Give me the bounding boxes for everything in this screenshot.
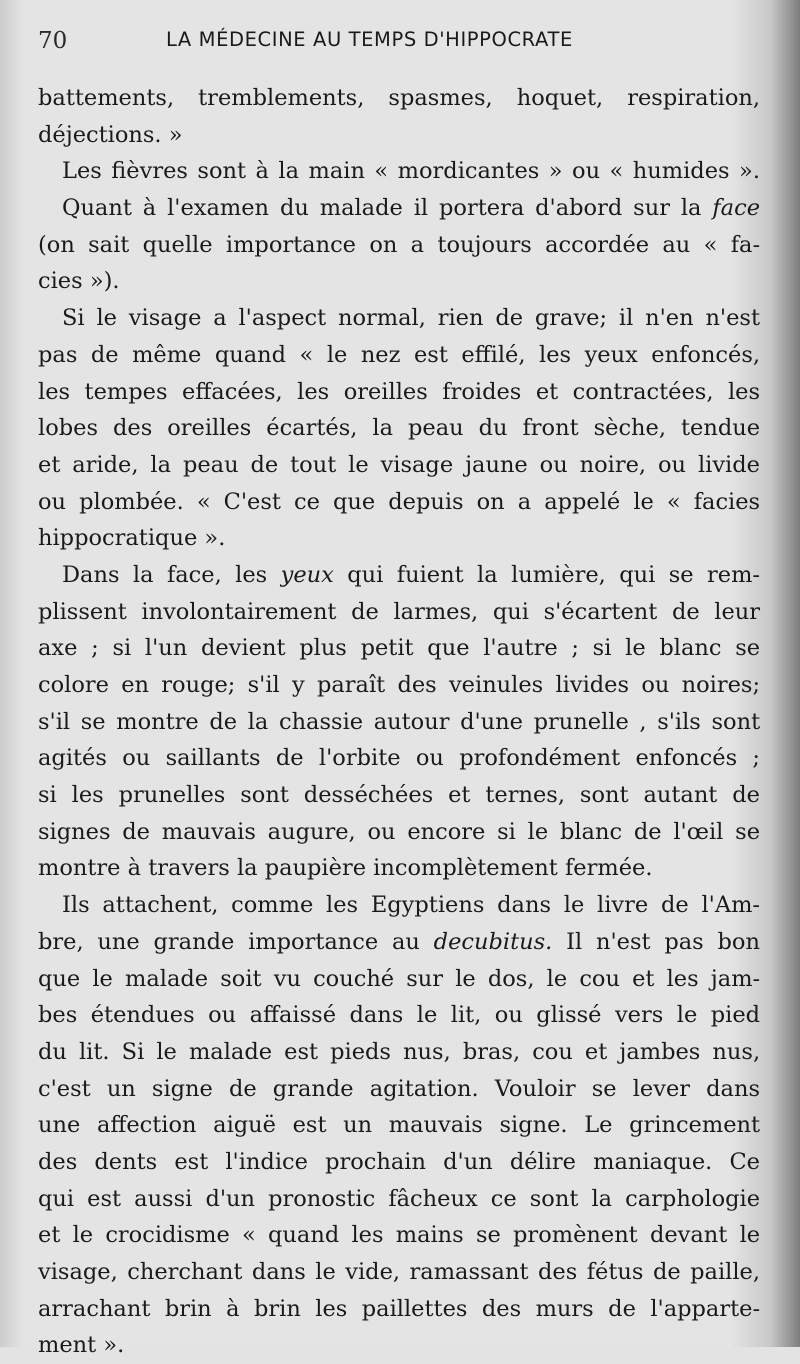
- text-line: bes étendues ou affaissé dans le lit, ou glissé vers le pied: [38, 1002, 761, 1029]
- body-text: [38, 80, 760, 1364]
- text-line: Si le visage a l'aspect normal, rien de grave; il n'en n'est: [62, 305, 761, 332]
- text-line: s'il se montre de la chassie autour d'une prunelle , s'ils sont: [38, 708, 761, 735]
- text-line: Dans la face, les yeux qui fuient la lumière, qui se rem-: [62, 561, 761, 588]
- text-line: c'est un signe de grande agitation. Vouloir se lever dans: [38, 1075, 760, 1102]
- text-line: montre à travers la paupière incomplètement fermée.: [38, 855, 653, 882]
- text-line: Ils attachent, comme les Egyptiens dans le livre de l'Am-: [62, 892, 761, 919]
- text-line: visage, cherchant dans le vide, ramassant des fétus de paille,: [38, 1259, 761, 1285]
- text-line: plissent involontairement de larmes, qui s'écartent de leur: [38, 598, 761, 625]
- page-header: [38, 22, 758, 62]
- text-line: du lit. Si le malade est pieds nus, bras, cou et jambes nus,: [38, 1038, 761, 1065]
- text-line: agités ou saillants de l'orbite ou profondément enfoncés ;: [38, 745, 761, 772]
- text-line: colore en rouge; s'il y paraît des veinules livides ou noires;: [38, 672, 761, 698]
- text-line: ment ».: [38, 1332, 125, 1359]
- page-number: 70: [38, 28, 68, 54]
- running-title: LA MÉDECINE AU TEMPS D'HIPPOCRATE: [166, 28, 573, 51]
- text-line: axe ; si l'un devient plus petit que l'autre ; si le blanc se: [38, 635, 761, 662]
- text-line: ou plombée. « C'est ce que depuis on a appelé le « facies: [38, 488, 761, 515]
- text-line: cies »).: [38, 268, 120, 295]
- text-line: battements, tremblements, spasmes, hoquet, respiration,: [38, 85, 761, 111]
- text-line: qui est aussi d'un pronostic fâcheux ce sont la carphologie: [38, 1185, 761, 1212]
- text-line: et aride, la peau de tout le visage jaune ou noire, ou livide: [38, 451, 760, 478]
- text-line: signes de mauvais augure, ou encore si le blanc de l'œil se: [38, 818, 761, 845]
- text-line: (on sait quelle importance on a toujours accordée au « fa-: [38, 231, 761, 258]
- text-line: des dents est l'indice prochain d'un délire maniaque. Ce: [38, 1148, 760, 1175]
- text-line: lobes des oreilles écartés, la peau du front sèche, tendue: [38, 415, 761, 442]
- text-line: une affection aiguë est un mauvais signe. Le grincement: [38, 1112, 761, 1139]
- text-line: Les fièvres sont à la main « mordicantes » ou « humides ».: [62, 158, 760, 185]
- text-line: bre, une grande importance au decubitus. Il n'est pas bon: [38, 928, 760, 955]
- text-line: les tempes effacées, les oreilles froides et contractées, les: [38, 378, 761, 405]
- text-line: que le malade soit vu couché sur le dos, le cou et les jam-: [38, 965, 761, 992]
- text-line: si les prunelles sont desséchées et ternes, sont autant de: [38, 782, 760, 809]
- text-line: et le crocidisme « quand les mains se promènent devant le: [38, 1222, 761, 1249]
- text-line: hippocratique ».: [38, 525, 226, 552]
- text-line: Quant à l'examen du malade il portera d'abord sur la face: [62, 195, 761, 222]
- text-line: pas de même quand « le nez est effilé, les yeux enfoncés,: [38, 341, 761, 368]
- text-line: arrachant brin à brin les paillettes des murs de l'apparte-: [38, 1295, 761, 1322]
- text-line: déjections. »: [38, 121, 183, 148]
